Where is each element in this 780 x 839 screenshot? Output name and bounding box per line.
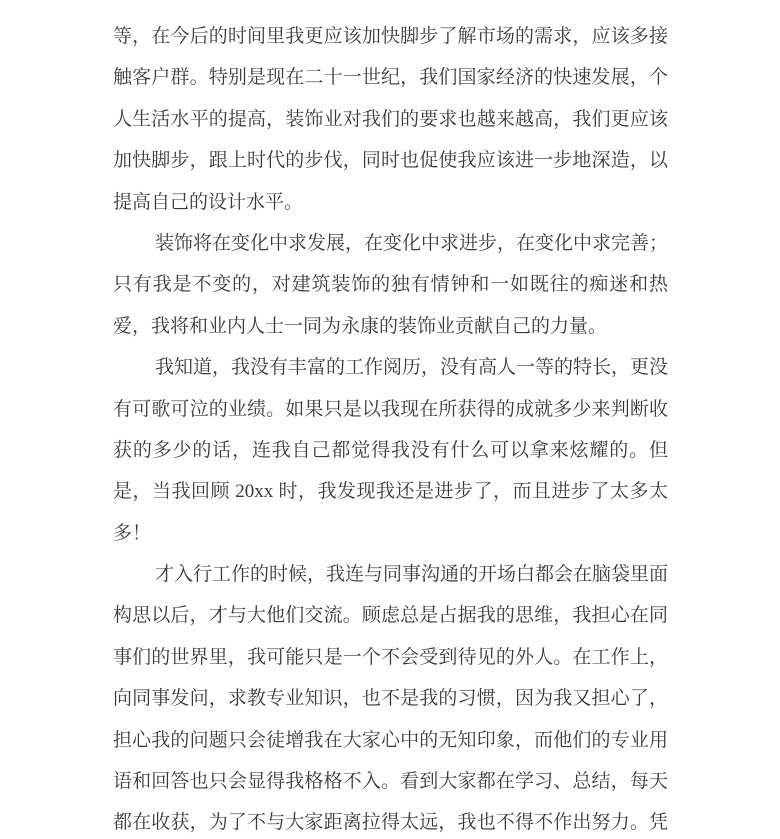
text-line: 等，在今后的时间里我更应该加快脚步了解市场的需求，应该多接: [113, 26, 668, 47]
document-text-block: [113, 16, 668, 839]
text-line: 获的多少的话，连我自己都觉得我没有什么可以拿来炫耀的。但: [113, 439, 668, 461]
text-line: 有可歌可泣的业绩。如果只是以我现在所获得的成就多少来判断收: [113, 398, 668, 420]
text-line: 加快脚步，跟上时代的步伐，同时也促使我应该进一步地深造，以: [113, 150, 668, 172]
text-line: 爱，我将和业内人士一同为永康的装饰业贡献自己的力量。: [113, 315, 608, 337]
text-line: 人生活水平的提高，装饰业对我们的要求也越来越高，我们更应该: [113, 108, 668, 130]
text-line: 触客户群。特别是现在二十一世纪，我们国家经济的快速发展，个: [113, 67, 668, 89]
text-line: 提高自己的设计水平。: [113, 191, 304, 213]
text-line: 是，当我回顾 20xx 时，我发现我还是进步了，而且进步了太多太: [113, 481, 668, 503]
text-line: 才入行工作的时候，我连与同事沟通的开场白都会在脑袋里面: [155, 564, 668, 586]
text-line: 担心我的问题只会徒增我在大家心中的无知印象，而他们的专业用: [113, 729, 668, 751]
text-line: 语和回答也只会显得我格格不入。看到大家都在学习、总结，每天: [113, 771, 668, 793]
text-line: 向同事发问，求教专业知识，也不是我的习惯，因为我又担心了，: [113, 688, 668, 710]
text-line: 构思以后，才与大他们交流。顾虑总是占据我的思维，我担心在同: [113, 605, 668, 627]
text-line: 多！: [113, 522, 152, 544]
text-line: 装饰将在变化中求发展，在变化中求进步，在变化中求完善；: [155, 232, 668, 254]
text-line: 事们的世界里，我可能只是一个不会受到待见的外人。在工作上，: [113, 646, 668, 668]
text-line: 我知道，我没有丰富的工作阅历，没有高人一等的特长，更没: [155, 357, 668, 379]
text-line: 都在收获，为了不与大家距离拉得太远，我也不得不作出努力。凭: [113, 812, 668, 834]
text-line: 只有我是不变的，对建筑装饰的独有情钟和一如既往的痴迷和热: [113, 274, 668, 296]
